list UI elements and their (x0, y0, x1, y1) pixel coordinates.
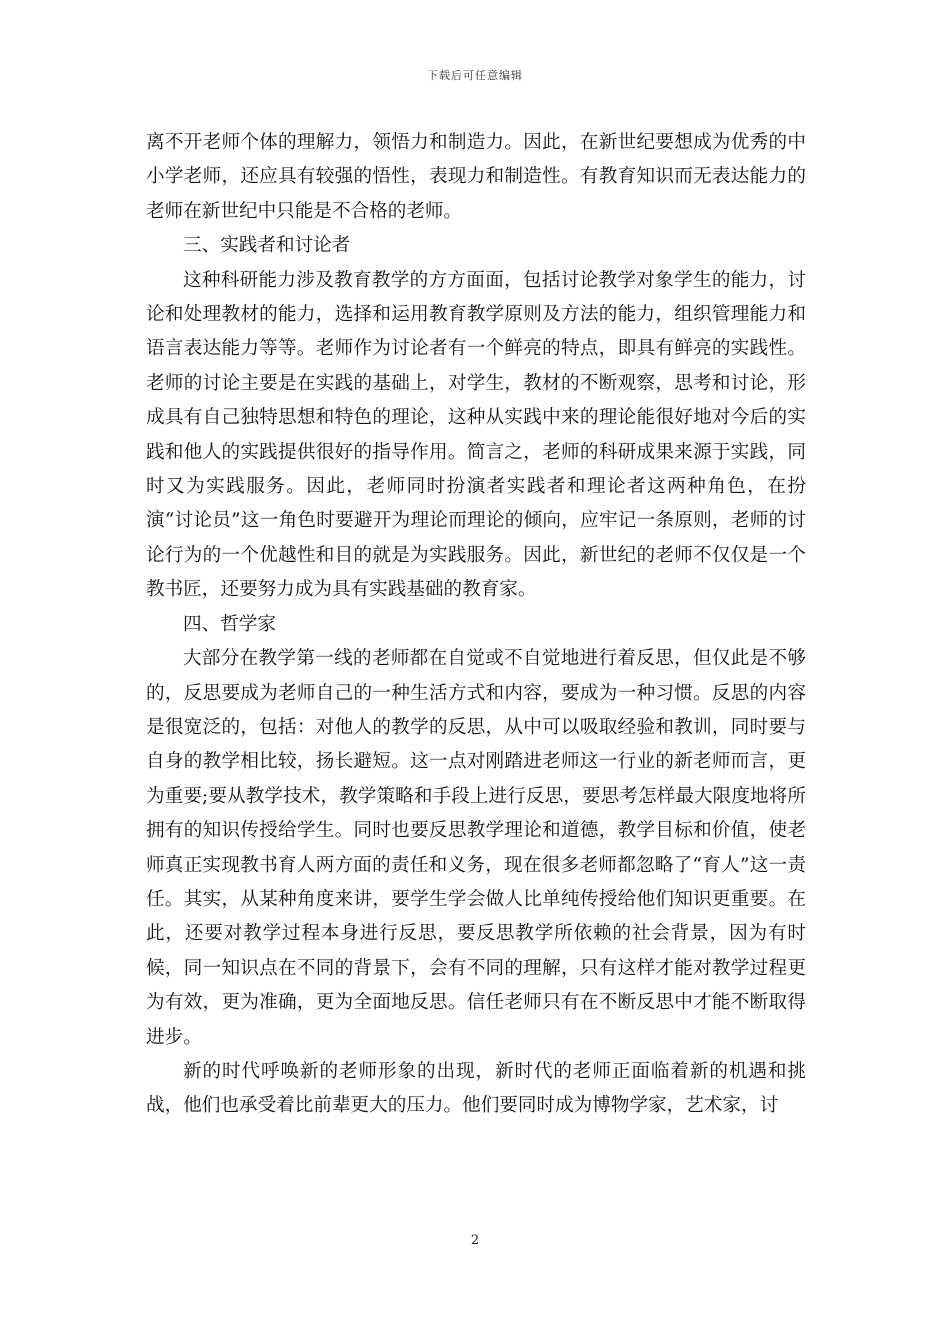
paragraph-new-era: 新的时代呼唤新的老师形象的出现，新时代的老师正面临着新的机遇和挑战，他们也承受着比前辈更大的压力。他们要同时成为博物学家，艺术家，讨 (146, 1060, 806, 1117)
section-heading-practitioner: 三、实践者和讨论者 (183, 235, 351, 257)
section-heading-philosopher: 四、哲学家 (183, 613, 276, 635)
page-number: 2 (470, 1233, 480, 1248)
document-body (146, 126, 806, 1124)
page-header: 下载后可任意编辑 (427, 69, 523, 82)
paragraph-research-ability: 这种科研能力涉及教育教学的方方面面，包括讨论教学对象学生的能力，讨论和处理教材的能力，选择和运用教育教学原则及方法的能力，组织管理能力和语言表达能力等等。老师作为讨论者有一个鲜亮的特点，即具有鲜亮的实践性。老师的讨论主要是在实践的基础上，对学生，教材的不断观察，思考和讨论，形成具有自己独特思想和特色的理论，这种从实践中来的理论能很好地对今后的实践和他人的实践提供很好的指导作用。简言之，老师的科研成果来源于实践，同时又为实践服务。因此，老师同时扮演者实践者和理论者这两种角色，在扮演“讨论员”这一角色时要避开为理论而理论的倾向，应牢记一条原则，老师的讨论行为的一个优越性和目的就是为实践服务。因此，新世纪的老师不仅仅是一个教书匠，还要努力成为具有实践基础的教育家。 (146, 269, 806, 601)
paragraph-continuation: 离不开老师个体的理解力，领悟力和制造力。因此，在新世纪要想成为优秀的中小学老师，还应具有较强的悟性，表现力和制造性。有教育知识而无表达能力的老师在新世纪中只能是不合格的老师。 (146, 132, 806, 222)
paragraph-reflection: 大部分在教学第一线的老师都在自觉或不自觉地进行着反思，但仅此是不够的，反思要成为老师自己的一种生活方式和内容，要成为一种习惯。反思的内容是很宽泛的，包括：对他人的教学的反思，从中可以吸取经验和教训，同时要与自身的教学相比较，扬长避短。这一点对刚踏进老师这一行业的新老师而言，更为重要;要从教学技术，教学策略和手段上进行反思，要思考怎样最大限度地将所拥有的知识传授给学生。同时也要反思教学理论和道德，教学目标和价值，使老师真正实现教书育人两方面的责任和义务，现在很多老师都忽略了“育人”这一责任。其实，从某种角度来讲，要学生学会做人比单纯传授给他们知识更重要。在此，还要对教学过程本身进行反思，要反思教学所依赖的社会背景，因为有时候，同一知识点在不同的背景下，会有不同的理解，只有这样才能对教学过程更为有效，更为准确，更为全面地反思。信任老师只有在不断反思中才能不断取得进步。 (146, 648, 806, 1048)
